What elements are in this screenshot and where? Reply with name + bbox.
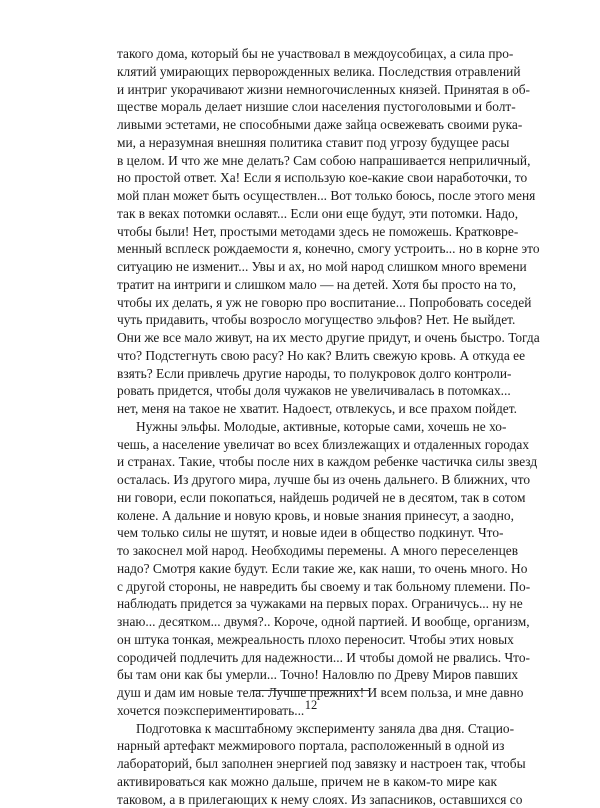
text-line: осталась. Из другого мира, лучше бы из очень дальнего. В ближних, что: [117, 471, 497, 489]
text-line: взять? Если привлечь другие народы, то полукровок долго контроли-: [117, 365, 497, 383]
text-line: душ и дам им новые тела. Лучше прежних! И всем польза, и мне давно: [117, 684, 497, 702]
text-line: ровать придется, чтобы доля чужаков не увеличивалась в потомках...: [117, 382, 497, 400]
text-line: таковом, а в прилегающих к нему слоях. Из запасников, оставшихся со: [117, 791, 497, 808]
text-line: он штука тонкая, межреальность плохо переносит. Чтобы этих новых: [117, 631, 497, 649]
footer-rule: [252, 690, 370, 691]
text-line: Они же все мало живут, на их место другие придут, и очень быстро. Тогда: [117, 329, 497, 347]
text-line: хочется поэкспериментировать...: [117, 702, 497, 720]
text-line: так в веках потомки ославят... Если они еще будут, эти потомки. Надо,: [117, 205, 497, 223]
text-line: нет, меня на такое не хватит. Надоест, отвлекусь, и все прахом пойдет.: [117, 400, 497, 418]
text-line: но простой ответ. Ха! Если я использую кое-какие свои наработочки, то: [117, 169, 497, 187]
text-line: и странах. Такие, чтобы после них в каждом ребенке частичка силы звезд: [117, 453, 497, 471]
text-line: бы там они как бы умерли... Точно! Наловлю по Древу Миров павших: [117, 666, 497, 684]
text-line: в целом. И что же мне делать? Сам собою напрашивается неприличный,: [117, 152, 497, 170]
text-line: с другой стороны, не навредить бы своему и так больному племени. По-: [117, 578, 497, 596]
text-line: ществе мораль делает низшие слои населения пустоголовыми и болт-: [117, 98, 497, 116]
text-line: ми, а неразумная внешняя политика ставит под угрозу будущее расы: [117, 134, 497, 152]
text-line: такого дома, который бы не участвовал в междоусобицах, а сила про-: [117, 45, 497, 63]
text-line: сородичей подлечить для надежности... И чтобы домой не рвались. Что-: [117, 649, 497, 667]
paragraph: [117, 45, 497, 418]
text-line: активироваться как можно дальше, причем не в каком-то мире как: [117, 773, 497, 791]
text-line: клятий умирающих перворожденных велика. Последствия отравлений: [117, 63, 497, 81]
text-line: наблюдать придется за чужаками на первых порах. Ограничусь... ну не: [117, 595, 497, 613]
text-line: тратит на интриги и слишком мало — на детей. Хотя бы просто на то,: [117, 276, 497, 294]
text-line: Подготовка к масштабному эксперименту заняла два дня. Стацио-: [117, 720, 497, 738]
text-line: ливыми эстетами, не способными даже зайца освежевать своими рука-: [117, 116, 497, 134]
text-line: надо? Смотря какие будут. Если такие же, как наши, то очень много. Но: [117, 560, 497, 578]
paragraph: [117, 418, 497, 720]
text-line: колене. А дальние и новую кровь, и новые знания принесут, а заодно,: [117, 507, 497, 525]
text-line: нарный артефакт межмирового портала, расположенный в одной из: [117, 737, 497, 755]
text-line: чуть придавить, чтобы возросло могущество эльфов? Нет. Не выйдет.: [117, 311, 497, 329]
page-number: 12: [252, 697, 370, 713]
text-line: то закоснел мой народ. Необходимы перемены. А много переселенцев: [117, 542, 497, 560]
text-line: менный всплеск рождаемости я, конечно, смогу устроить... но в корне это: [117, 240, 497, 258]
text-line: и интриг укорачивают жизни немногочисленных князей. Принятая в об-: [117, 81, 497, 99]
text-line: ни говори, если покопаться, найдешь родичей не в десятом, так в сотом: [117, 489, 497, 507]
text-line: мой план может быть осуществлен... Вот только боюсь, после этого меня: [117, 187, 497, 205]
text-line: чем только силы не шутят, и новые идеи в общество подкинут. Что-: [117, 524, 497, 542]
text-line: лабораторий, был заполнен энергией под завязку и настроен так, чтобы: [117, 755, 497, 773]
text-line: Нужны эльфы. Молодые, активные, которые сами, хочешь не хо-: [117, 418, 497, 436]
text-line: чешь, а население увеличат во всех близлежащих и отдаленных городах: [117, 436, 497, 454]
body-text: [117, 45, 497, 808]
text-line: что? Подстегнуть свою расу? Но как? Влить свежую кровь. А откуда ее: [117, 347, 497, 365]
text-line: знаю... десятком... двумя?.. Короче, одной партией. И вообще, организм,: [117, 613, 497, 631]
text-line: чтобы были! Нет, простыми методами здесь не поможешь. Кратковре-: [117, 223, 497, 241]
text-line: ситуацию не изменит... Увы и ах, но мой народ слишком много времени: [117, 258, 497, 276]
paragraph: [117, 720, 497, 808]
text-line: чтобы их делать, я уж не говорю про воспитание... Попробовать соседей: [117, 294, 497, 312]
